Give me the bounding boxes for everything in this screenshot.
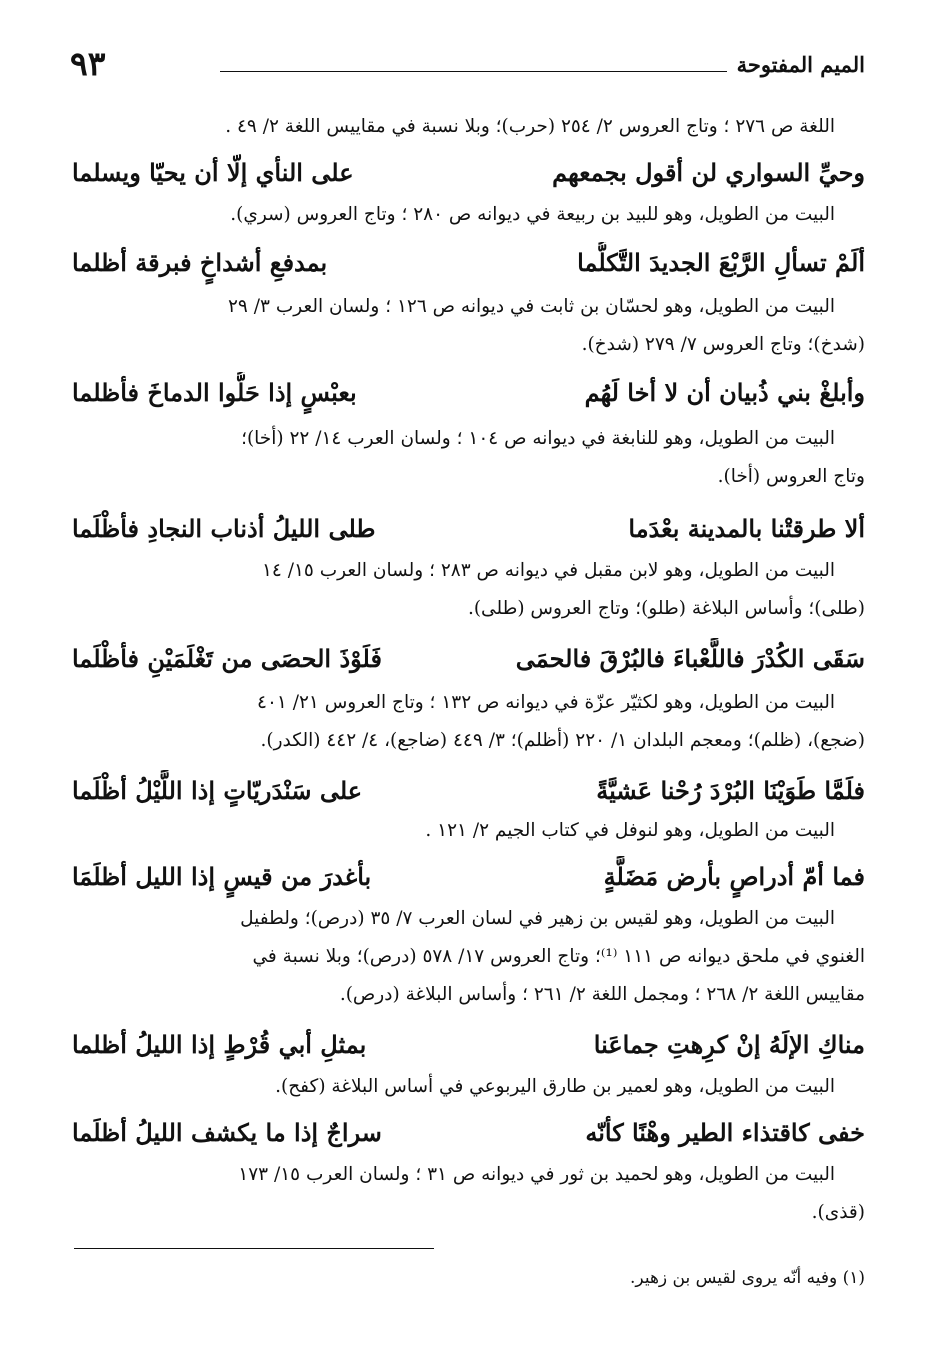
page-number: ٩٣ <box>70 44 106 83</box>
verse-second-hemistich: بعبْسٍ إذا حَلُّوا الدماخَ فأظلما <box>72 378 357 407</box>
verse-second-hemistich: بمثلِ أبي قُرْطٍ إذا الليلُ أظلما <box>72 1030 367 1059</box>
citation-line: (ضجع)، (ظلم)؛ ومعجم البلدان ١/ ٢٢٠ (أظلم)؛ ٣/ ٤٤٩ (ضاجع)، ٤/ ٤٤٢ (الكدر). <box>260 730 865 751</box>
verse-first-hemistich: خفى كاقتذاء الطير وهْنًا كأنّه <box>585 1118 865 1147</box>
citation-line: وتاج العروس (أخا). <box>717 466 865 487</box>
verse-line <box>72 152 865 196</box>
citation-line: البيت من الطويل، وهو لنوفل في كتاب الجيم ٢/ ١٢١ . <box>425 820 835 841</box>
verse-line <box>72 856 865 900</box>
verse-first-hemistich: فلَمَّا طَوَيْنَا البُرْدَ رُحْنا عَشيَّةً <box>596 776 865 805</box>
verse-line <box>72 638 865 682</box>
verse-second-hemistich: بأغدرَ من قيسٍ إذا الليل أظلَمَا <box>72 862 372 891</box>
verse-second-hemistich: فَلَوْذَ الحصَى من تَغْلَمَيْنِ فأظْلَما <box>72 644 382 673</box>
page-header <box>70 44 865 88</box>
verse-first-hemistich: ألَمْ تسألِ الرَّبْعَ الجديدَ التَّكلُّما <box>577 248 865 277</box>
verse-first-hemistich: فما أمّ أدراصٍ بأرض مَضَلَّةٍ <box>603 862 865 891</box>
verse-first-hemistich: وأبلغْ بني ذُبيان أن لا أخا لَهُم <box>584 378 865 407</box>
verse-line <box>72 1112 865 1156</box>
verse-second-hemistich: على سَنْدَريّاتٍ إذا اللَّيْلُ أظْلَما <box>72 776 363 805</box>
citation-line: (شدخ)؛ وتاج العروس ٧/ ٢٧٩ (شدخ). <box>581 334 865 355</box>
verse-line <box>72 242 865 286</box>
citation-line: البيت من الطويل، وهو للنابغة في ديوانه ص ١٠٤ ؛ ولسان العرب ١٤/ ٢٢ (أخا)؛ <box>241 428 835 449</box>
citation-line: الغنوي في ملحق ديوانه ص ١١١ ⁽¹⁾؛ وتاج العروس ١٧/ ٥٧٨ (درص)؛ وبلا نسبة في <box>252 946 865 967</box>
verse-first-hemistich: وحيِّ السواري لن أقول بجمعهم <box>552 158 865 187</box>
footnote-rule <box>74 1248 434 1249</box>
verse-line <box>72 770 865 814</box>
verse-line <box>72 372 865 416</box>
citation-line: البيت من الطويل، وهو لعمير بن طارق اليربوعي في أساس البلاغة (كفح). <box>275 1076 835 1097</box>
footnote: (١) وفيه أنّه يروى لقيس بن زهير. <box>630 1268 865 1288</box>
verse-second-hemistich: بمدفعِ أشداخٍ فبرقة أظلما <box>72 248 328 277</box>
header-rule <box>220 71 727 72</box>
verse-second-hemistich: سراجٌ إذا ما يكشف الليلُ أظلَما <box>72 1118 382 1147</box>
running-title: الميم المفتوحة <box>736 52 865 77</box>
verse-second-hemistich: على النأي إلّا أن يحيّا ويسلما <box>72 158 354 187</box>
citation-line: البيت من الطويل، وهو لحميد بن ثور في ديوانه ص ٣١ ؛ ولسان العرب ١٥/ ١٧٣ <box>238 1164 835 1185</box>
citation-line: (قذى). <box>811 1202 865 1223</box>
verse-line <box>72 508 865 552</box>
verse-line <box>72 1024 865 1068</box>
citation-line: البيت من الطويل، وهو لكثيّر عزّة في ديوانه ص ١٣٢ ؛ وتاج العروس ٢١/ ٤٠١ <box>257 692 835 713</box>
citation-line: (طلى)؛ وأساس البلاغة (طلو)؛ وتاج العروس (طلى). <box>467 598 865 619</box>
verse-first-hemistich: ألا طرقتْنا بالمدينة بعْدَما <box>628 514 865 543</box>
verse-second-hemistich: طلى الليلُ أذناب النجادِ فأظْلَما <box>72 514 376 543</box>
verse-first-hemistich: مناكِ الإلَهُ إنْ كرِهتِ جماعَنا <box>593 1030 865 1059</box>
citation-line: البيت من الطويل، وهو للبيد بن ربيعة في ديوانه ص ٢٨٠ ؛ وتاج العروس (سري). <box>230 204 835 225</box>
verse-first-hemistich: سَقَى الكُدْرَ فاللَّعْباءَ فالبُرْقَ فالحمَى <box>515 644 865 673</box>
citation-line: البيت من الطويل، وهو لقيس بن زهير في لسان العرب ٧/ ٣٥ (درص)؛ ولطفيل <box>240 908 835 929</box>
citation-line: مقاييس اللغة ٢/ ٢٦٨ ؛ ومجمل اللغة ٢/ ٢٦١ ؛ وأساس البلاغة (درص). <box>339 984 865 1005</box>
citation-line: اللغة ص ٢٧٦ ؛ وتاج العروس ٢/ ٢٥٤ (حرب)؛ وبلا نسبة في مقاييس اللغة ٢/ ٤٩ . <box>225 116 835 137</box>
citation-line: البيت من الطويل، وهو لابن مقبل في ديوانه ص ٢٨٣ ؛ ولسان العرب ١٥/ ١٤ <box>261 560 835 581</box>
citation-line: البيت من الطويل، وهو لحسّان بن ثابت في ديوانه ص ١٢٦ ؛ ولسان العرب ٣/ ٢٩ <box>228 296 835 317</box>
